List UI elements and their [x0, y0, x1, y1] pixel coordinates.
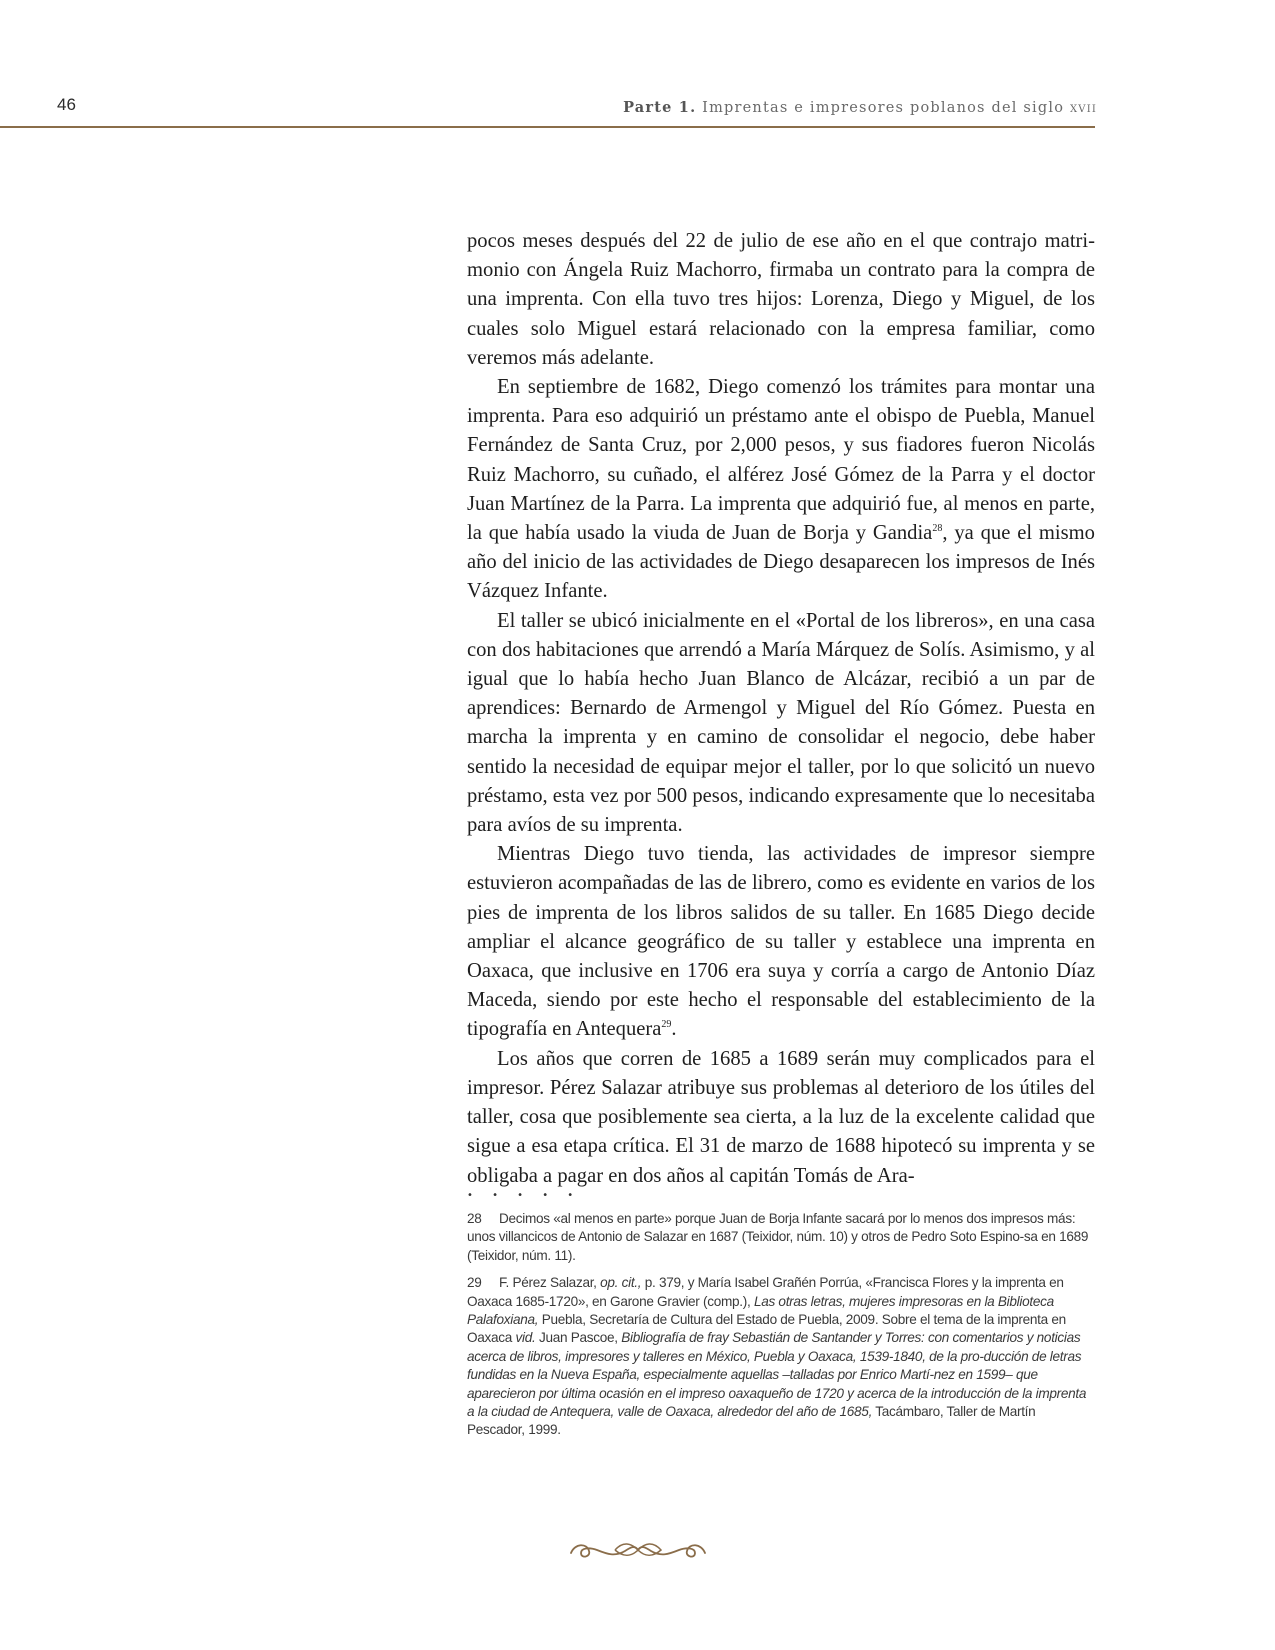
- footnote-italic: vid.: [515, 1330, 536, 1346]
- running-head-century: xvii: [1069, 100, 1097, 116]
- footnote-text: Puebla, Secretaría de Cultura del Estado de Puebla, 2009. Sobre el tema de la imprenta en Oaxaca: [467, 1312, 1066, 1346]
- footnote-number: 29: [467, 1275, 482, 1291]
- footnote-ref-28[interactable]: 28: [932, 523, 943, 535]
- footnote-text: F. Pérez Salazar,: [499, 1275, 597, 1291]
- flourish-ornament-icon: [565, 1535, 711, 1565]
- header-rule: [0, 126, 1095, 128]
- paragraph-4: [467, 840, 1095, 1044]
- footnotes: [467, 1210, 1095, 1449]
- paragraph-2-tail: , ya que el mismo año del inicio de las actividades de Diego desaparecen los impresos de Inés Vázquez Infante.: [467, 522, 1095, 603]
- paragraph-3: El taller se ubicó inicialmente en el «Portal de los libreros», en una casa con dos habitaciones que arrendó a María Márquez de Solís. Asimismo, y al igual que lo había hecho Juan Blanco de Alcázar, recibió a un par de aprendices: Bernardo de Armengol y Miguel del Río Gómez. Puesta en marcha la imprenta y en camino de consolidar el negocio, debe haber sentido la necesidad de equipar mejor el taller, por lo que solicitó un nuevo préstamo, esta vez por 500 pesos, indicando expresamente que lo necesitaba para avíos de su imprenta.: [467, 609, 1095, 837]
- footnote-italic: op. cit.,: [600, 1275, 642, 1291]
- footnote-text: p. 379, y María Isabel Grañén Porrúa, «Francisca Flores y la imprenta en Oaxaca 1685-1720», en Garone Gravier (comp.),: [467, 1275, 1064, 1309]
- page-number: 46: [57, 95, 76, 114]
- footnote-28: [467, 1210, 1095, 1265]
- footnote-text: Juan Pascoe,: [539, 1330, 618, 1346]
- footnote-number: 28: [467, 1211, 482, 1226]
- running-head-title: Imprentas e impresores poblanos del siglo: [702, 100, 1065, 116]
- running-head: [623, 99, 1097, 116]
- footnote-ref-29[interactable]: 29: [661, 1019, 672, 1031]
- paragraph-4-text: Mientras Diego tuvo tienda, las actividades de impresor siempre estuvieron acompañadas de las de librero, como es evidente en varios de los pies de imprenta de los libros salidos de su taller. En 1685 Diego decide ampliar el alcance geográfico de su taller y establece una imprenta en Oaxaca, que inclusive en 1706 era suya y corría a cargo de Antonio Díaz Maceda, siendo por este hecho el responsable del establecimiento de la tipografía en Antequera: [467, 843, 1095, 1041]
- footnote-text: Tacámbaro, Taller de Martín Pescador, 1999.: [467, 1404, 1036, 1438]
- footnote-separator: • • • • •: [467, 1190, 582, 1201]
- footnote-italic: Las otras letras, mujeres impresoras en la Biblioteca Palafoxiana,: [467, 1293, 1054, 1328]
- paragraph-1: pocos meses después del 22 de julio de ese año en el que contrajo matrimonio con Ángela Ruiz Machorro, firmaba un contrato para la compra de una imprenta. Con ella tuvo tres hijos: Lorenza, Diego y Miguel, de los cuales solo Miguel estará relacionado con la empresa familiar, como veremos más adelante.: [467, 230, 1095, 369]
- paragraph-4-tail: .: [671, 1018, 677, 1041]
- footnote-italic: Bibliografía de fray Sebastián de Santander y Torres: con comentarios y noticias acerca de libros, impresores y talleres en México, Puebla y Oaxaca, 1539-1840, de la pro-ducción de letras fundidas en la Nueva España, especialmente aquellas –talladas por Enrico Martí-nez en 1599– que aparecieron por última ocasión en el impreso oaxaqueño de 1720 y acerca de la introducción de la imprenta a la ciudad de Antequera, valle de Oaxaca, alrededor del año de 1685,: [467, 1330, 1087, 1420]
- paragraph-5: Los años que corren de 1685 a 1689 serán muy complicados para el impresor. Pérez Salazar atribuye sus problemas al deterioro de los útiles del taller, cosa que posiblemente sea cierta, a la luz de la excelente calidad que sigue a esa etapa crítica. El 31 de marzo de 1688 hipotecó su imprenta y se obligaba a pagar en dos años al capitán Tomás de Ara-: [467, 1047, 1095, 1187]
- footnote-text: Decimos «al menos en parte» porque Juan de Borja Infante sacará por lo menos dos impresos más: unos villancicos de Antonio de Salazar en 1687 (Teixidor, núm. 10) y otros de Pedro Soto Espino-sa en 1689 (Teixidor, núm. 11).: [467, 1211, 1089, 1263]
- paragraph-2-text: En septiembre de 1682, Diego comenzó los trámites para montar una imprenta. Para eso adquirió un préstamo ante el obispo de Puebla, Manuel Fernández de Santa Cruz, por 2,000 pesos, y sus fiadores fueron Nicolás Ruiz Machorro, su cuñado, el alférez José Gómez de la Parra y el doctor Juan Martínez de la Parra. La imprenta que adquirió fue, al menos en parte, la que había usado la viuda de Juan de Borja y Gandia: [467, 376, 1095, 545]
- paragraph-2: [467, 373, 1095, 607]
- footnote-29: [467, 1274, 1095, 1440]
- running-head-part: Parte 1.: [623, 99, 697, 116]
- body-text: [467, 227, 1095, 1191]
